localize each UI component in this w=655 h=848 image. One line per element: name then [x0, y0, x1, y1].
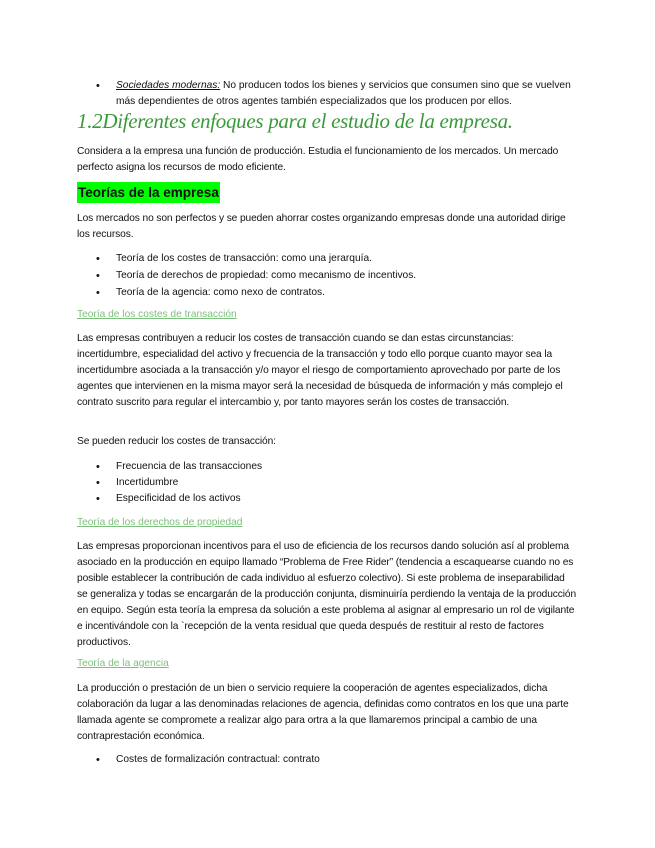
transaction-heading: Teoría de los costes de transacción [77, 309, 237, 320]
transaction-reduce-intro: Se pueden reducir los costes de transacción: [77, 436, 276, 447]
section-title: 1.2Diferentes enfoques para el estudio de la empresa. [77, 109, 513, 133]
property-paragraph: Las empresas proporcionan incentivos para el uso de eficiencia de los recursos dando solución así al problema asociado en la producción en equipo llamado “Problema de Free Rider” (tendencia a escaquearse cuando no es posible establecer la contribución de cada individuo al esfuerzo colectivo). Si este problema de inseparabilidad se generaliza y todas se encargarán de la producción conjunta, disminuiría perdiendo la ventaja de la producción en equipo. Según esta teoría la empresa da solución a este problema al asignar al empresario un rol de vigilante e incentivándole con la `recepción de la venta residual que queda después de restituir al resto de factores productivos. [77, 541, 577, 648]
bullet-term: Sociedades modernas: [116, 80, 221, 91]
bullet-icon: • [96, 477, 100, 489]
list-item-text: Teoría de derechos de propiedad: como mecanismo de incentivos. [116, 270, 417, 281]
list-item-text: Incertidumbre [116, 477, 179, 488]
property-heading: Teoría de los derechos de propiedad [77, 517, 243, 528]
list-item-text: Frecuencia de las transacciones [116, 461, 263, 472]
bullet-icon: • [96, 493, 100, 505]
agency-paragraph: La producción o prestación de un bien o servicio requiere la cooperación de agentes especializados, dicha colaboración da lugar a las denominadas relaciones de agencia, definidas como contratos en los que una parte llamada agente se compromete a realizar algo para ortra a la que llamaremos principal a cambio de una contraprestación económica. [77, 683, 569, 742]
theories-paragraph: Los mercados no son perfectos y se pueden ahorrar costes organizando empresas donde una autoridad dirige los recursos. [77, 213, 566, 240]
intro-paragraph: Considera a la empresa una función de producción. Estudia el funcionamiento de los mercados. Un mercado perfecto asigna los recursos de modo eficiente. [77, 146, 559, 173]
bullet-icon: • [96, 270, 100, 282]
theories-heading: Teorías de la empresa [77, 182, 220, 203]
bullet-icon: • [96, 80, 100, 92]
bullet-description: No producen todos los bienes y servicios que consumen sino que se vuelven más dependientes de otros agentes también especializados que los producen por ellos. [116, 80, 571, 107]
bullet-icon: • [96, 287, 100, 299]
list-item-text: Teoría de los costes de transacción: como una jerarquía. [116, 253, 372, 264]
bullet-icon: • [96, 754, 100, 766]
agency-heading: Teoría de la agencia [77, 658, 169, 669]
transaction-paragraph: Las empresas contribuyen a reducir los costes de transacción cuando se dan estas circunstancias: incertidumbre, especialidad del activo y frecuencia de la transacción y todo ello porque cuanto mayor sea la incertidumbre asociada a la transacción y/o mayor el riesgo de comportamiento aprovechado por parte de los agentes que intervienen en la misma mayor será la necesidad de búsqueda de información y más complejo el contrato suscrito para regular el intercambio y, por tanto mayores serán los costes de transacción. [77, 333, 563, 408]
bullet-icon: • [96, 253, 100, 265]
bullet-text [116, 78, 576, 110]
list-item-text: Especificidad de los activos [116, 493, 241, 504]
list-item-text: Teoría de la agencia: como nexo de contratos. [116, 287, 325, 298]
list-item-text: Costes de formalización contractual: contrato [116, 754, 320, 765]
bullet-icon: • [96, 461, 100, 473]
